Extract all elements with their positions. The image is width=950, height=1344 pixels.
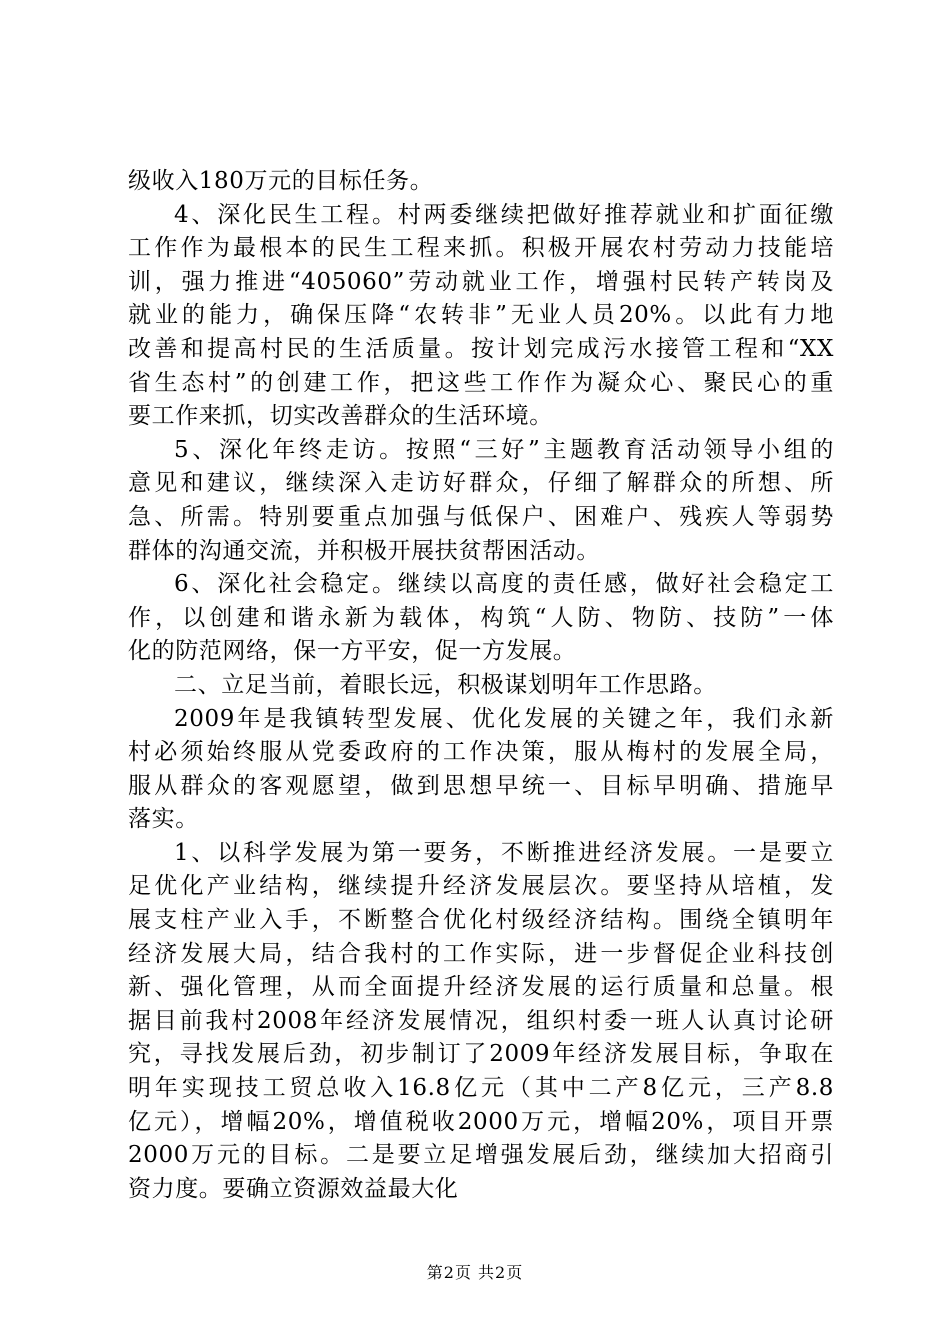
text-line: 5、深化年终走访。按照“三好”主题教育活动领导小组的 (174, 436, 834, 463)
text-line: 新、强化管理，从而全面提升经济发展的运行质量和总量。根 (128, 974, 834, 1001)
text-line: 就业的能力，确保压降“农转非”无业人员20%。以此有力地 (128, 302, 834, 329)
text-line: 群体的沟通交流，并积极开展扶贫帮困活动。 (128, 537, 600, 564)
text-line: 急、所需。特别要重点加强与低保户、困难户、残疾人等弱势 (128, 503, 834, 530)
text-line: 作，以创建和谐永新为载体，构筑“人防、物防、技防”一体 (128, 604, 834, 631)
text-line: 化的防范网络，保一方平安，促一方发展。 (128, 638, 577, 665)
text-line: 展支柱产业入手，不断整合优化村级经济结构。围绕全镇明年 (128, 907, 834, 934)
text-line: 2000万元的目标。二是要立足增强发展后劲，继续加大招商引 (128, 1142, 834, 1169)
text-line: 改善和提高村民的生活质量。按计划完成污水接管工程和“XX (128, 335, 834, 362)
text-line: 工作作为最根本的民生工程来抓。积极开展农村劳动力技能培 (128, 235, 834, 262)
text-line: 省生态村”的创建工作，把这些工作作为凝众心、聚民心的重 (128, 369, 834, 396)
text-line: 二、立足当前，着眼长远，积极谋划明年工作思路。 (174, 671, 717, 698)
text-line: 1、以科学发展为第一要务，不断推进经济发展。一是要立 (174, 839, 834, 866)
text-line: 要工作来抓，切实改善群众的生活环境。 (128, 403, 553, 430)
text-line: 意见和建议，继续深入走访好群众，仔细了解群众的所想、所 (128, 470, 834, 497)
text-line: 究，寻找发展后劲，初步制订了2009年经济发展目标，争取在 (128, 1041, 834, 1068)
text-line: 4、深化民生工程。村两委继续把做好推荐就业和扩面征缴 (174, 201, 834, 228)
text-line: 6、深化社会稳定。继续以高度的责任感，做好社会稳定工 (174, 571, 834, 598)
text-line: 服从群众的客观愿望，做到思想早统一、目标早明确、措施早 (128, 772, 834, 799)
text-line: 2009年是我镇转型发展、优化发展的关键之年，我们永新 (174, 705, 834, 732)
text-line: 训，强力推进“405060”劳动就业工作，增强村民转产转岗及 (128, 268, 834, 295)
text-line: 落实。 (128, 806, 199, 833)
text-line: 资力度。要确立资源效益最大化 (128, 1175, 459, 1202)
document-body (128, 165, 834, 1206)
page-number-footer: 第2页 共2页 (426, 1263, 524, 1282)
text-line: 明年实现技工贸总收入16.8亿元（其中二产8亿元，三产8.8 (128, 1075, 834, 1102)
text-line: 据目前我村2008年经济发展情况，组织村委一班人认真讨论研 (128, 1007, 834, 1034)
text-line: 亿元），增幅20%，增值税收2000万元，增幅20%，项目开票 (128, 1108, 834, 1135)
text-line: 村必须始终服从党委政府的工作决策，服从梅村的发展全局， (128, 739, 834, 766)
text-line: 足优化产业结构，继续提升经济发展层次。要坚持从培植，发 (128, 873, 834, 900)
text-line: 经济发展大局，结合我村的工作实际，进一步督促企业科技创 (128, 940, 834, 967)
text-line: 级收入180万元的目标任务。 (128, 168, 434, 194)
